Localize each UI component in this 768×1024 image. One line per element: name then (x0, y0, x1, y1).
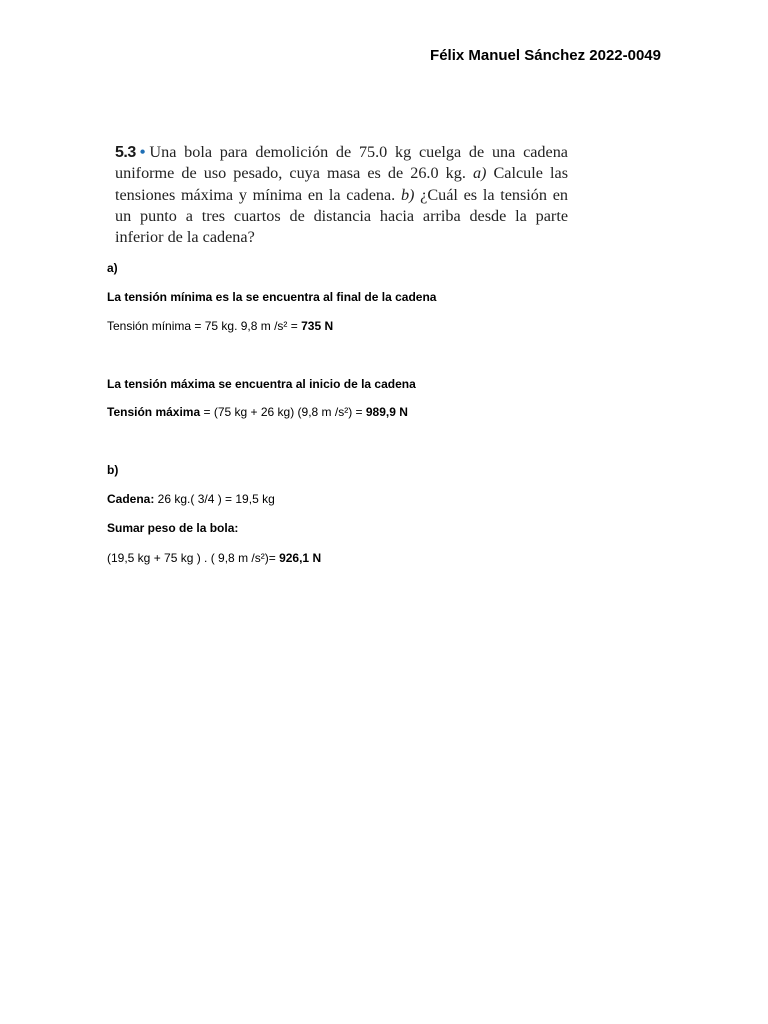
min-tension-statement: La tensión mínima es la se encuentra al final de la cadena (107, 290, 437, 304)
problem-part-b: b) (400, 185, 415, 204)
min-tension-result: 735 N (301, 319, 334, 333)
chain-label: Cadena: (107, 492, 155, 506)
max-tension-formula-line (107, 405, 408, 419)
problem-number: 5.3 (115, 144, 136, 161)
max-tension-result: 989,9 N (365, 405, 408, 419)
min-tension-formula: Tensión mínima = 75 kg. 9,8 m /s² = (107, 319, 302, 333)
chain-formula: 26 kg.( 3/4 ) = 19,5 kg (154, 492, 275, 506)
problem-text-2: Calcule las tensiones máxima y mínima en la cadena. (115, 164, 568, 204)
max-tension-formula: = (75 kg + 26 kg) (9,8 m /s²) = (200, 405, 366, 419)
total-formula: (19,5 kg + 75 kg ) . ( 9,8 m /s²)= (107, 551, 280, 565)
total-result: 926,1 N (279, 551, 322, 565)
problem-text-3: ¿Cuál es la tensión en un punto a tres cuartos de distancia hacia arriba desde la parte inferior de la cadena? (115, 185, 568, 247)
answer-b-label: b) (107, 463, 119, 477)
sum-statement: Sumar peso de la bola: (107, 521, 239, 535)
problem-part-a: a) (472, 164, 487, 183)
max-tension-statement: La tensión máxima se encuentra al inicio de la cadena (107, 377, 416, 391)
answer-a-label: a) (107, 261, 118, 275)
max-tension-formula-label: Tensión máxima (107, 405, 201, 419)
problem-text-1: Una bola para demolición de 75.0 kg cuelga de una cadena uniforme de uso pesado, cuya masa es de 26.0 kg. (115, 143, 568, 183)
total-formula-line (107, 551, 321, 565)
problem-statement (115, 142, 568, 248)
problem-bullet: • (139, 143, 146, 161)
author-header: Félix Manuel Sánchez 2022-0049 (430, 47, 661, 64)
min-tension-formula-line (107, 319, 333, 333)
chain-calc-line (107, 492, 275, 506)
